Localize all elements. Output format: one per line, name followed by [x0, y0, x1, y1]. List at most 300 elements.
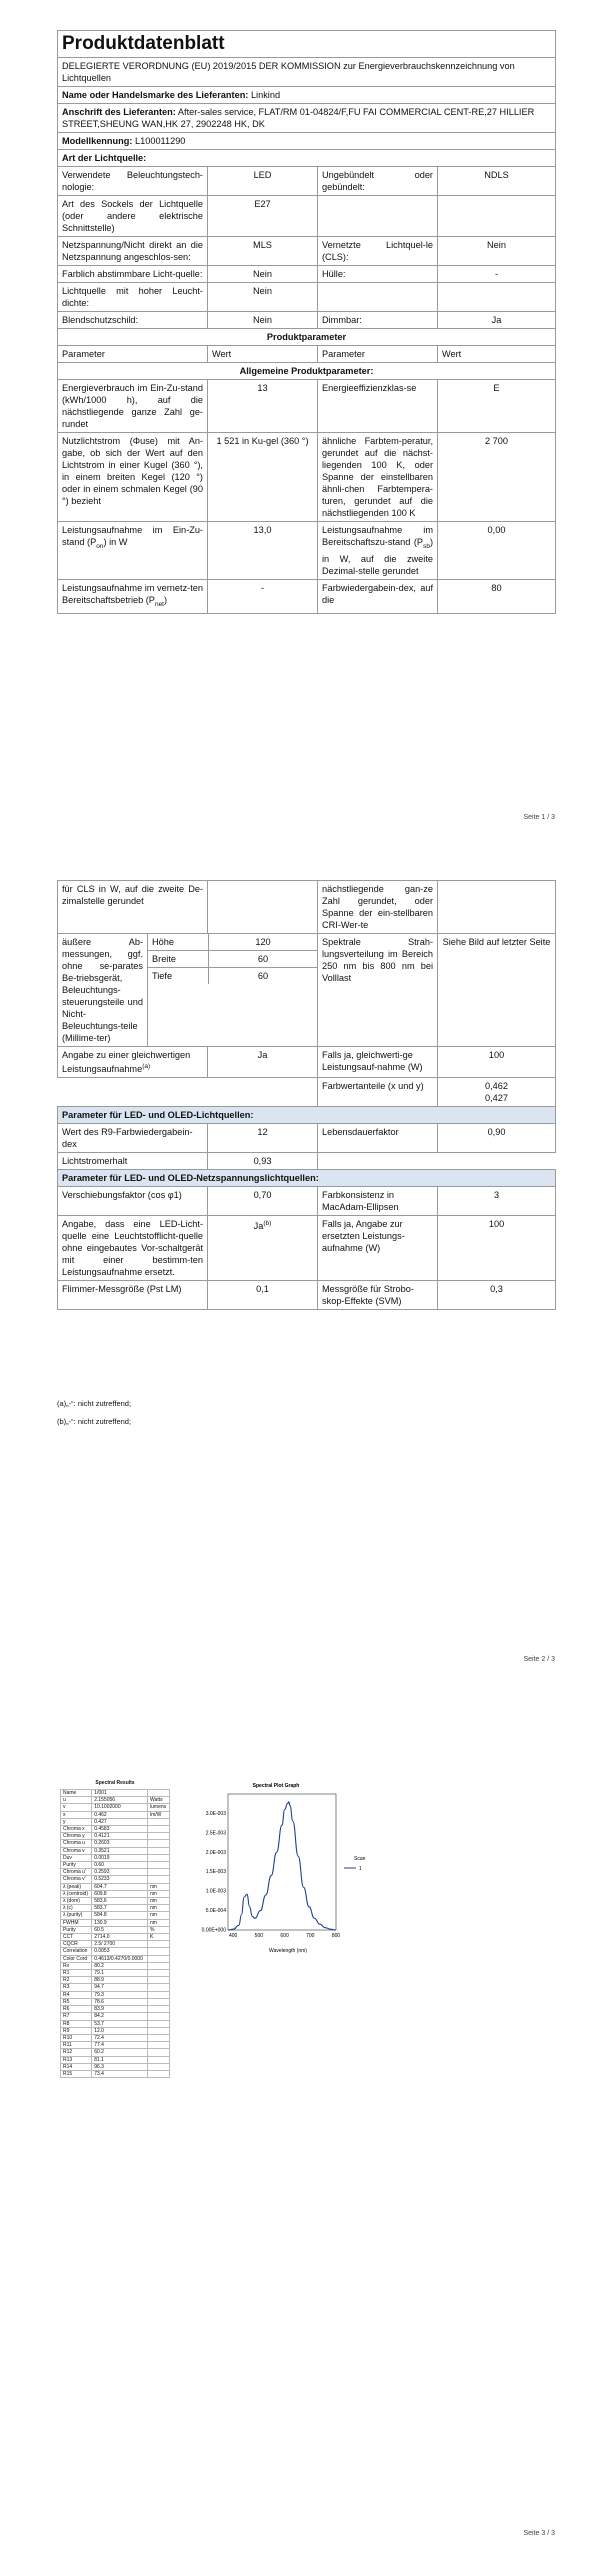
page-2 [0, 860, 603, 1690]
spectral-results-panel [60, 1780, 170, 2078]
results-row [61, 1898, 170, 1905]
light-type-row [58, 312, 556, 329]
results-cell [148, 1962, 170, 1969]
results-row [61, 1905, 170, 1912]
light-type-label-1: Verwendete Beleuchtungstech-nologie: [58, 167, 208, 196]
results-cell: nm [148, 1912, 170, 1919]
y-tick-label: 2.5E-003 [205, 1830, 226, 1837]
results-cell: R5 [61, 1998, 92, 2005]
param-value-1: 1 521 in Ku-gel (360 °) [208, 433, 318, 522]
spectral-value: Siehe Bild auf letzter Seite [438, 934, 556, 1047]
light-type-value-2 [438, 283, 556, 312]
results-cell: 84.2 [92, 2013, 148, 2020]
claim-label: Angabe, dass eine LED-Licht-quelle eine Leuchtstofflicht-quelle ohne eingebautes Vor-schaltgerät mit einer bestimm-ten Leistungsaufnahme ersetzt. [58, 1216, 208, 1281]
lifetime-label: Lebensdauerfaktor [318, 1124, 438, 1153]
continued-value-2 [438, 881, 556, 934]
results-row [61, 1948, 170, 1955]
results-cell: 609.8 [92, 1890, 148, 1897]
results-cell: R11 [61, 2042, 92, 2049]
results-cell: Chroma v [61, 1847, 92, 1854]
footnote-a: (a)„-“: nicht zutreffend; [57, 1399, 132, 1408]
results-row [61, 1826, 170, 1833]
spectral-results-table [60, 1789, 170, 2078]
results-cell: Chroma x [61, 1826, 92, 1833]
results-row [61, 2020, 170, 2027]
light-type-row [58, 283, 556, 312]
dimensions-cell [148, 934, 318, 1047]
results-cell: 83.9 [92, 2006, 148, 2013]
results-cell: 79.1 [92, 1970, 148, 1977]
equiv-label: Angabe zu einer gleichwertigen Leistungsaufnahme [62, 1050, 191, 1075]
continued-value-1 [208, 881, 318, 934]
light-type-row [58, 266, 556, 283]
results-cell: 2.155056 [92, 1797, 148, 1804]
results-row [61, 1869, 170, 1876]
light-type-value-1: Nein [208, 312, 318, 329]
product-params-header: Produktparameter [58, 329, 556, 346]
results-row [61, 1840, 170, 1847]
page-title: Produktdatenblatt [58, 31, 556, 58]
flicker-label: Flimmer-Messgröße (Pst LM) [58, 1281, 208, 1310]
lumen-maint-label: Lichtstromerhalt [58, 1153, 208, 1170]
results-cell [148, 1948, 170, 1955]
light-type-value-1: LED [208, 167, 318, 196]
page-3 [0, 1720, 603, 2560]
results-row [61, 1883, 170, 1890]
results-cell: 77.4 [92, 2042, 148, 2049]
results-cell [148, 1790, 170, 1797]
chart-title: Spectral Plot Graph [252, 1783, 300, 1789]
results-cell: % [148, 1926, 170, 1933]
results-cell: Purity [61, 1862, 92, 1869]
spectral-chart [176, 1780, 376, 1955]
chart-xlabel: Wavelength (nm) [269, 1948, 307, 1954]
page-number-1: Seite 1 / 3 [523, 814, 555, 821]
results-cell: 0.4613/0.4270/0.0000 [92, 1955, 148, 1962]
spectral-results-title: Spectral Results [95, 1780, 135, 1786]
equiv-power-value: 100 [438, 1047, 556, 1078]
param-value-2: 0,00 [438, 522, 556, 580]
results-cell: Color Cord [61, 1955, 92, 1962]
results-cell [148, 1977, 170, 1984]
results-cell: λ (peak) [61, 1883, 92, 1890]
legend-title: Scan [354, 1856, 366, 1862]
strobo-label: Messgröße für Strobo-skop-Effekte (SVM) [318, 1281, 438, 1310]
dim-name: Tiefe [148, 968, 209, 985]
results-cell: 583.6 [92, 1898, 148, 1905]
results-cell: R9 [61, 2027, 92, 2034]
claim-power-label: Falls ja, Angabe zur ersetzten Leistungs-aufnahme (W) [318, 1216, 438, 1281]
results-cell: Chroma u' [61, 1869, 92, 1876]
results-cell: lumens [148, 1804, 170, 1811]
results-cell: 80.2 [92, 1962, 148, 1969]
r9-label: Wert des R9-Farbwiedergabein-dex [58, 1124, 208, 1153]
results-cell: 584.8 [92, 1912, 148, 1919]
r9-value: 12 [208, 1124, 318, 1153]
results-cell [148, 1826, 170, 1833]
results-cell [148, 1847, 170, 1854]
param-label-2: Farbwiedergabein-dex, auf die [318, 579, 438, 613]
light-type-value-1: MLS [208, 237, 318, 266]
results-cell: 12.0 [92, 2027, 148, 2034]
results-cell: 96.3 [92, 2063, 148, 2070]
results-cell [148, 2006, 170, 2013]
spectral-chart-panel [176, 1780, 376, 1960]
results-cell: 0.2603 [92, 1840, 148, 1847]
light-type-label-2: Hülle: [318, 266, 438, 283]
light-type-row [58, 237, 556, 266]
continued-label-1: für CLS in W, auf die zweite De-zimalstelle gerundet [58, 881, 208, 934]
results-row [61, 1984, 170, 1991]
results-cell: 583.7 [92, 1905, 148, 1912]
param-row [58, 433, 556, 522]
results-cell: nm [148, 1919, 170, 1926]
results-cell: Chroma y [61, 1833, 92, 1840]
results-cell [148, 1991, 170, 1998]
light-type-row [58, 196, 556, 237]
results-cell: R8 [61, 2020, 92, 2027]
results-cell: 604.7 [92, 1883, 148, 1890]
results-row [61, 2063, 170, 2070]
param-row [58, 380, 556, 433]
page-1 [0, 0, 603, 830]
light-type-value-2 [438, 196, 556, 237]
results-cell: R1 [61, 1970, 92, 1977]
results-cell [148, 1840, 170, 1847]
col-param-2: Parameter [318, 346, 438, 363]
light-type-value-2: NDLS [438, 167, 556, 196]
lumen-maint-value: 0,93 [208, 1153, 318, 1170]
results-cell [148, 2013, 170, 2020]
results-row [61, 1797, 170, 1804]
results-cell: R10 [61, 2034, 92, 2041]
results-row [61, 1991, 170, 1998]
light-type-value-2: Nein [438, 237, 556, 266]
results-row [61, 2070, 170, 2077]
param-label-2: Energieeffizienzklas-se [318, 380, 438, 433]
param-label-1: Nutzlichtstrom (Φuse) mit An-gabe, ob sich der Wert auf den Lichtstrom in einer Kugel (360 °), in einem breiten Kegel (120 °) oder in einem schmalen Kegel (90 °) bezieht [58, 433, 208, 522]
light-type-label-2: Dimmbar: [318, 312, 438, 329]
results-cell: 0.0019 [92, 1854, 148, 1861]
x-tick-label: 500 [254, 1933, 264, 1939]
results-cell: 2714.0 [92, 1934, 148, 1941]
param-row [58, 579, 556, 613]
footnote-b: (b)„-“: nicht zutreffend; [57, 1417, 132, 1426]
model-row [58, 133, 556, 150]
claim-value-cell [208, 1216, 318, 1281]
col-value-2: Wert [438, 346, 556, 363]
light-type-header: Art der Lichtquelle: [58, 150, 556, 167]
results-cell: 0.5233 [92, 1876, 148, 1883]
results-cell: 0.462 [92, 1811, 148, 1818]
results-row [61, 1941, 170, 1948]
page-number-2: Seite 2 / 3 [523, 1656, 555, 1663]
results-row [61, 1962, 170, 1969]
light-type-value-1: E27 [208, 196, 318, 237]
supplier-address-value: After-sales service, FLAT/RM 01-04824/F,FU FAI COMMERCIAL CENT-RE,27 HILLIER STREET,SHEUNG WAN,HK 27, 2902248 HK, DK [62, 107, 535, 129]
empty-cell [58, 1078, 318, 1107]
dim-name: Höhe [148, 934, 209, 951]
phase-value: 0,70 [208, 1187, 318, 1216]
phase-label: Verschiebungsfaktor (cos φ1) [58, 1187, 208, 1216]
light-type-value-2: Ja [438, 312, 556, 329]
results-cell [148, 2063, 170, 2070]
results-cell: 78.6 [92, 1998, 148, 2005]
results-cell: K [148, 1934, 170, 1941]
x-tick-label: 800 [331, 1933, 341, 1939]
light-type-label-1: Blendschutzschild: [58, 312, 208, 329]
continued-label-2: nächstliegende gan-ze Zahl gerundet, oder Spanne der ein-stellbaren CRI-Wer-te [318, 881, 438, 934]
results-cell: x [61, 1811, 92, 1818]
plot-frame [228, 1794, 336, 1930]
results-cell [148, 2042, 170, 2049]
results-cell: 130.9 [92, 1919, 148, 1926]
param-value-2: E [438, 380, 556, 433]
results-cell [148, 1941, 170, 1948]
results-row [61, 1890, 170, 1897]
results-cell: u [61, 1797, 92, 1804]
page-number-3: Seite 3 / 3 [523, 2530, 555, 2537]
results-cell [148, 1955, 170, 1962]
results-cell [148, 1854, 170, 1861]
results-cell: v [61, 1804, 92, 1811]
results-cell: λ (dom) [61, 1898, 92, 1905]
results-row [61, 2013, 170, 2020]
equiv-power-label: Falls ja, gleichwerti-ge Leistungsauf-nahme (W) [318, 1047, 438, 1078]
y-tick-label: 3.0E-003 [205, 1810, 226, 1817]
general-params-header: Allgemeine Produktparameter: [58, 363, 556, 380]
results-cell [148, 2020, 170, 2027]
results-row [61, 1790, 170, 1797]
chroma-x: 0,462 [485, 1081, 509, 1092]
results-row [61, 2056, 170, 2063]
param-label-1: Energieverbrauch im Ein-Zu-stand (kWh/1000 h), auf die nächstliegende ganze Zahl ge-rundet [58, 380, 208, 433]
results-row [61, 2027, 170, 2034]
supplier-name-row [58, 87, 556, 104]
results-cell: 0.4583 [92, 1826, 148, 1833]
dim-name: Breite [148, 951, 209, 968]
results-row [61, 1811, 170, 1818]
results-cell: R15 [61, 2070, 92, 2077]
results-cell: 0.3521 [92, 1847, 148, 1854]
supplier-name-value: Linkind [250, 90, 281, 100]
results-cell: Name [61, 1790, 92, 1797]
param-label-2: ähnliche Farbtem-peratur, gerundet auf die nächst-liegenden 100 K, oder Spanne der einstellbaren ähnli-chen Farbtempera-turen, gerundet auf die nächstliegenden 100 K [318, 433, 438, 522]
results-row [61, 1804, 170, 1811]
results-cell: R6 [61, 2006, 92, 2013]
results-cell: Watts [148, 1797, 170, 1804]
results-cell: Correlation [61, 1948, 92, 1955]
param-value-1: 13 [208, 380, 318, 433]
light-type-label-2: Vernetzte Lichtquel-le (CLS): [318, 237, 438, 266]
results-row [61, 1833, 170, 1840]
equiv-sup: (a) [142, 1063, 151, 1070]
results-cell: R4 [61, 1991, 92, 1998]
flicker-value: 0,1 [208, 1281, 318, 1310]
light-type-value-1: Nein [208, 283, 318, 312]
results-cell: Rx [61, 1962, 92, 1969]
param-value-1: - [208, 579, 318, 613]
lifetime-value: 0,90 [438, 1124, 556, 1153]
results-cell [148, 2034, 170, 2041]
chroma-label: Farbwertanteile (x und y) [318, 1078, 438, 1107]
results-cell: 0.60 [92, 1862, 148, 1869]
model-label: Modellkennung: [62, 136, 133, 146]
results-cell: λ (c) [61, 1905, 92, 1912]
x-tick-label: 600 [280, 1933, 289, 1939]
results-cell: 0.2593 [92, 1869, 148, 1876]
chroma-y: 0,427 [485, 1093, 509, 1104]
x-tick-label: 400 [228, 1933, 238, 1939]
results-cell: 10.1002000 [92, 1804, 148, 1811]
results-cell: nm [148, 1905, 170, 1912]
results-cell: R13 [61, 2056, 92, 2063]
light-type-label-1: Lichtquelle mit hoher Leucht-dichte: [58, 283, 208, 312]
light-type-value-2: - [438, 266, 556, 283]
regulation-text: DELEGIERTE VERORDNUNG (EU) 2019/2015 DER KOMMISSION zur Energieverbrauchskennzeichnung von Lichtquellen [58, 58, 556, 87]
results-row [61, 1818, 170, 1825]
light-type-label-2: Ungebündelt oder gebündelt: [318, 167, 438, 196]
data-sheet-table-1 [57, 30, 556, 614]
dimensions-table [148, 934, 317, 984]
results-cell: nm [148, 1890, 170, 1897]
results-cell: 0.4121 [92, 1833, 148, 1840]
results-cell: 88.9 [92, 1977, 148, 1984]
results-cell [148, 1869, 170, 1876]
results-cell [148, 1862, 170, 1869]
results-row [61, 1862, 170, 1869]
results-cell [148, 1833, 170, 1840]
results-row [61, 1998, 170, 2005]
results-cell: lm/W [148, 1811, 170, 1818]
results-cell: R3 [61, 1984, 92, 1991]
results-row [61, 1926, 170, 1933]
results-cell: R7 [61, 2013, 92, 2020]
light-type-label-1: Farblich abstimmbare Licht-quelle: [58, 266, 208, 283]
param-row [58, 522, 556, 580]
legend-entry: 1 [359, 1866, 362, 1872]
results-cell: 81.1 [92, 2056, 148, 2063]
results-cell: λ (purity) [61, 1912, 92, 1919]
results-cell: λ (centroid) [61, 1890, 92, 1897]
mains-header: Parameter für LED- und OLED-Netzspannungslichtquellen: [58, 1170, 556, 1187]
results-row [61, 2034, 170, 2041]
y-tick-label: 5.0E-004 [205, 1908, 226, 1915]
results-cell: 73.4 [92, 2070, 148, 2077]
led-oled-header: Parameter für LED- und OLED-Lichtquellen: [58, 1107, 556, 1124]
light-type-label-2 [318, 283, 438, 312]
supplier-address-row [58, 104, 556, 133]
results-row [61, 1912, 170, 1919]
results-cell [148, 2070, 170, 2077]
results-row [61, 1970, 170, 1977]
results-cell: CCT [61, 1934, 92, 1941]
light-type-label-1: Netzspannung/Nicht direkt an die Netzspannung angeschlos-sen: [58, 237, 208, 266]
results-cell [148, 2049, 170, 2056]
results-cell: y [61, 1818, 92, 1825]
y-tick-label: 0.00E+000 [201, 1927, 226, 1934]
model-value: L100011290 [135, 136, 186, 146]
equiv-value: Ja [208, 1047, 318, 1078]
dim-value: 60 [209, 968, 318, 985]
results-row [61, 1854, 170, 1861]
results-row [61, 1977, 170, 1984]
col-param-1: Parameter [58, 346, 208, 363]
results-row [61, 1876, 170, 1883]
results-cell: 1/001 [92, 1790, 148, 1797]
param-value-1: 13,0 [208, 522, 318, 580]
results-cell: R2 [61, 1977, 92, 1984]
y-tick-label: 1.5E-003 [205, 1869, 226, 1876]
supplier-address-label: Anschrift des Lieferanten: [62, 107, 176, 117]
results-cell [148, 2027, 170, 2034]
results-cell: 0.0053 [92, 1948, 148, 1955]
y-tick-label: 2.0E-003 [205, 1849, 226, 1856]
light-type-row [58, 167, 556, 196]
results-cell: 79.3 [92, 1991, 148, 1998]
consistency-value: 3 [438, 1187, 556, 1216]
results-cell: 2.5/ 2700 [92, 1941, 148, 1948]
chroma-values [438, 1078, 556, 1107]
strobo-value: 0,3 [438, 1281, 556, 1310]
results-row [61, 1955, 170, 1962]
x-tick-label: 700 [306, 1933, 315, 1939]
results-cell [148, 1970, 170, 1977]
results-cell: R14 [61, 2063, 92, 2070]
param-label-1: Leistungsaufnahme im Ein-Zu-stand $(P_{on})$ in W [58, 522, 208, 580]
results-cell: FWHM [61, 1919, 92, 1926]
results-cell: nm [148, 1898, 170, 1905]
results-row [61, 1934, 170, 1941]
results-row [61, 1847, 170, 1854]
empty-cell [318, 1153, 556, 1170]
results-cell: 0.427 [92, 1818, 148, 1825]
results-cell: 60.5 [92, 1926, 148, 1933]
results-cell: 60.2 [92, 2049, 148, 2056]
param-label-1: Leistungsaufnahme im vernetz-ten Bereitschaftsbetrieb $(P_{net})$ [58, 579, 208, 613]
results-cell: Duv [61, 1854, 92, 1861]
data-sheet-table-2 [57, 880, 556, 1310]
results-cell: Chroma v' [61, 1876, 92, 1883]
light-type-label-2 [318, 196, 438, 237]
results-cell [148, 1998, 170, 2005]
results-cell [148, 1818, 170, 1825]
dim-value: 120 [209, 934, 318, 951]
spectral-label: Spektrale Strah-lungsverteilung im Bereich 250 nm bis 800 nm bei Volllast [318, 934, 438, 1047]
light-type-label-1: Art des Sockels der Lichtquelle (oder andere elektrische Schnittstelle) [58, 196, 208, 237]
claim-power-value: 100 [438, 1216, 556, 1281]
supplier-name-label: Name oder Handelsmarke des Lieferanten: [62, 90, 249, 100]
series-line-scan-1 [228, 1802, 336, 1930]
param-value-2: 2 700 [438, 433, 556, 522]
results-cell: Purity [61, 1926, 92, 1933]
claim-value: Ja [253, 1221, 264, 1232]
param-label-2: Leistungsaufnahme im Bereitschaftszu-stand $(P_{sb})$ in W, auf die zweite Dezimal-stelle gerundet [318, 522, 438, 580]
results-cell: Chroma u [61, 1840, 92, 1847]
y-tick-label: 1.0E-003 [205, 1888, 226, 1895]
results-cell [148, 2056, 170, 2063]
results-cell [148, 1984, 170, 1991]
consistency-label: Farbkonsistenz in MacAdam-Ellipsen [318, 1187, 438, 1216]
dimensions-label: äußere Ab-messungen, ggf. ohne se-parates Be-triebsgerät, Beleuchtungs-steuerungsteile und Nicht-Beleuchtungs-teile (Millime-ter) [58, 934, 148, 1047]
results-cell: R12 [61, 2049, 92, 2056]
results-cell [148, 1876, 170, 1883]
col-value-1: Wert [208, 346, 318, 363]
param-value-2: 80 [438, 579, 556, 613]
results-row [61, 1919, 170, 1926]
equiv-label-cell [58, 1047, 208, 1078]
results-cell: 94.7 [92, 1984, 148, 1991]
